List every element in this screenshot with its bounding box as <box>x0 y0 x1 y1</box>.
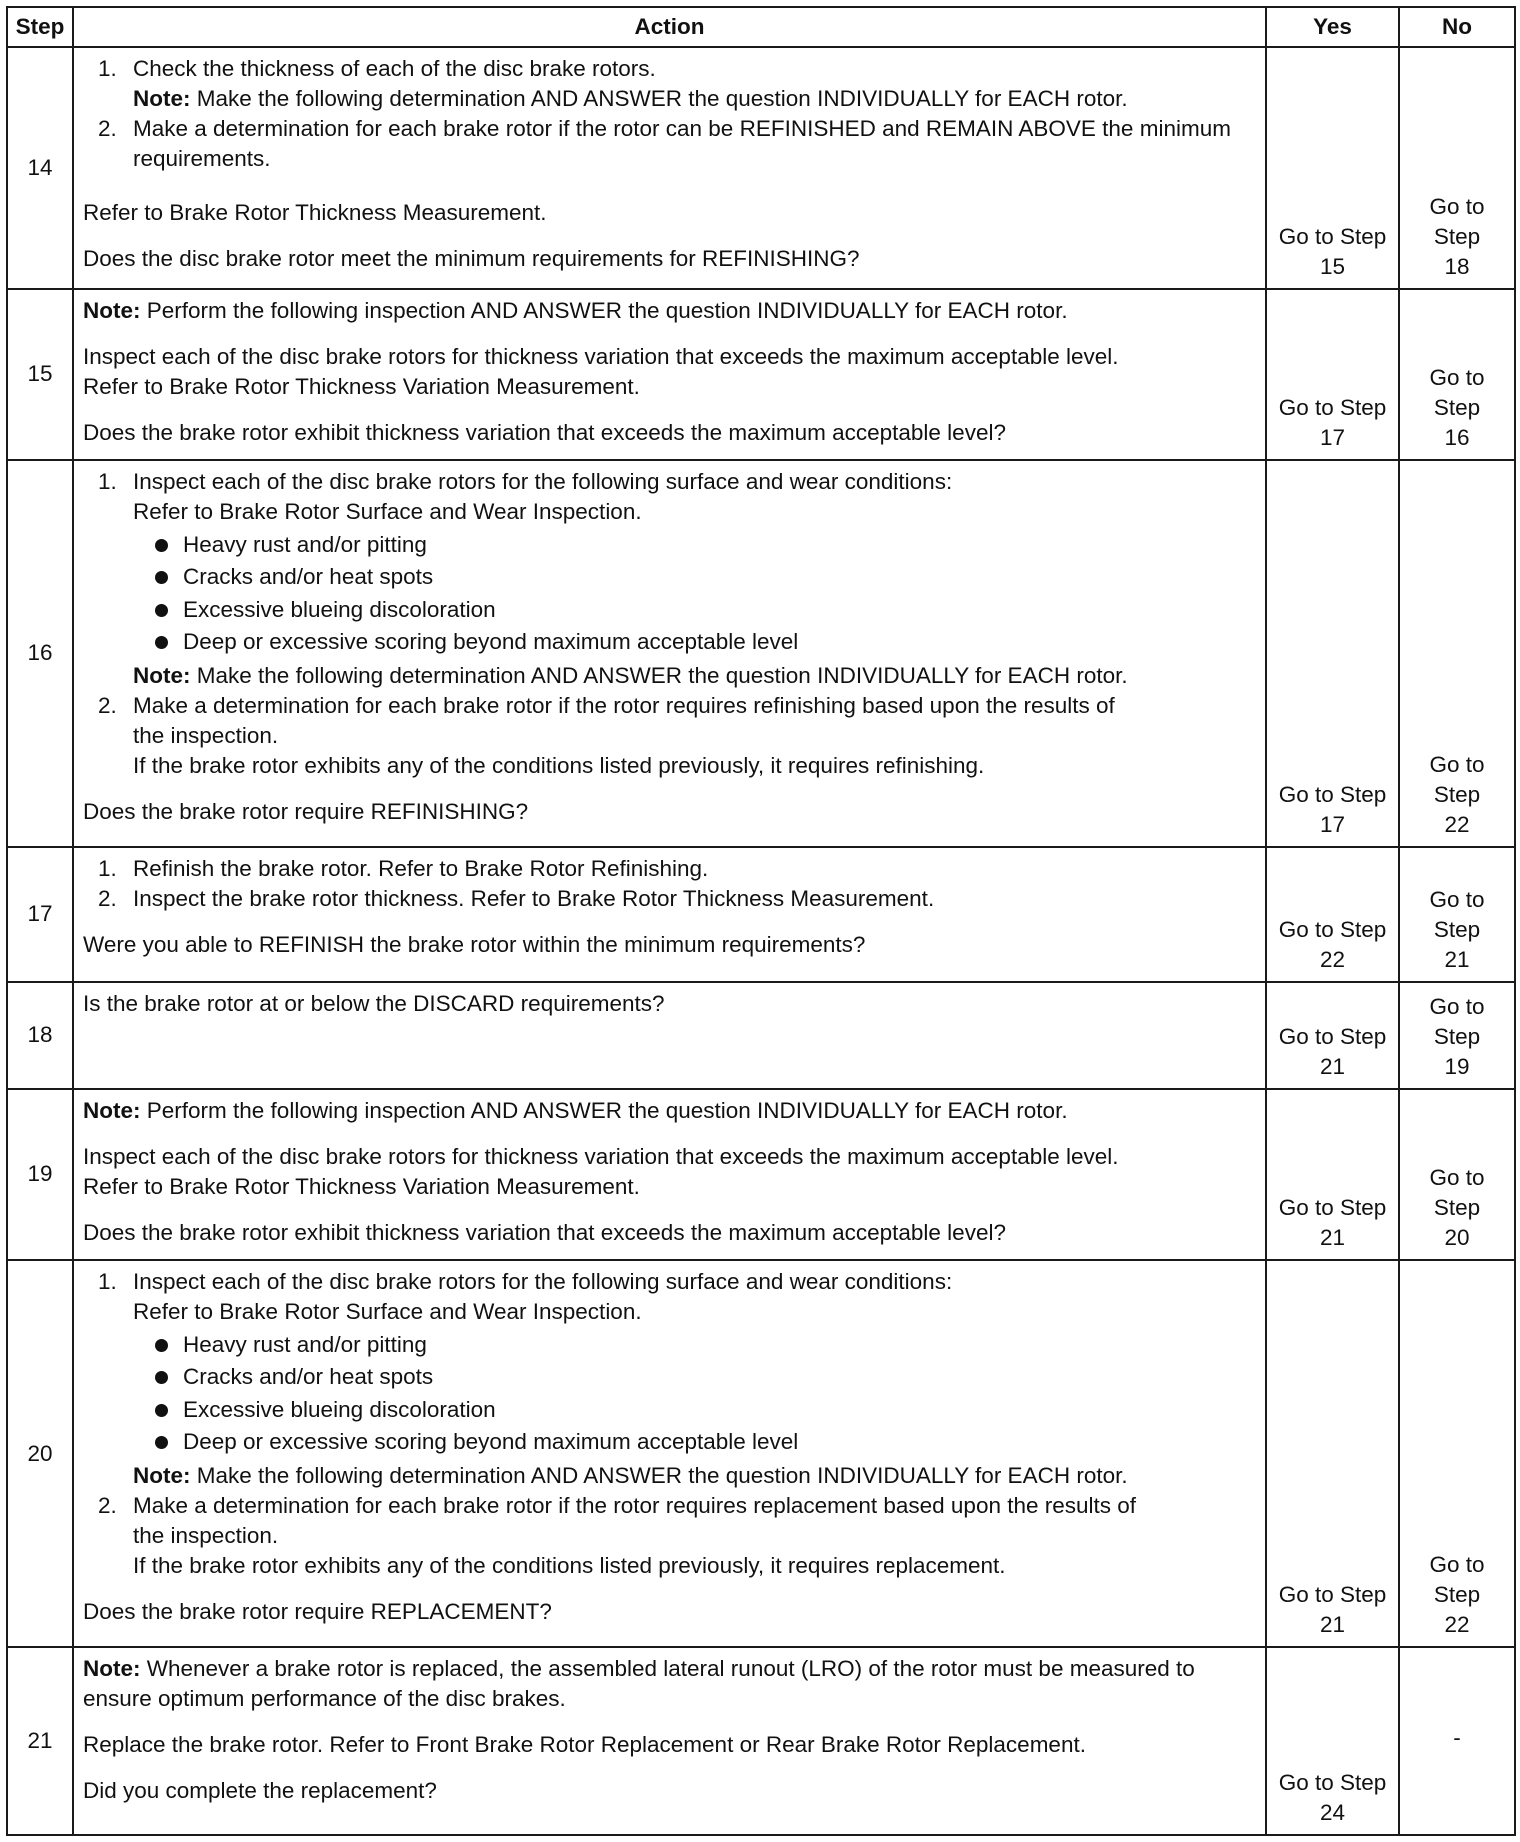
table-row-step-19 <box>7 1089 1515 1260</box>
no-target-step: 21 <box>1444 946 1470 972</box>
no-cell: Go to Step 22 <box>1399 460 1515 848</box>
no-target-step: 19 <box>1444 1053 1470 1079</box>
no-cell: Go to Step 16 <box>1399 289 1515 460</box>
list-item: 1. Inspect each of the disc brake rotors for the following surface and wear conditions: Refer to Brake Rotor Surface and Wear Inspection. Heavy rust and/or pitting Cracks and/or heat spots Excessive blueing discoloration Deep or excessive scoring beyond maximum acceptable level Note: Make the following determination AND ANSWER the question INDIVIDUALLY for EACH rotor. <box>83 1267 1255 1491</box>
yes-target-step: 17 <box>1319 812 1346 838</box>
question-text: Does the brake rotor require REPLACEMENT? <box>83 1598 552 1624</box>
yes-cell: Go to Step 17 <box>1266 460 1399 848</box>
yes-target-step: 24 <box>1319 1800 1346 1825</box>
no-target-step: 22 <box>1444 1612 1470 1638</box>
yes-target-step: 17 <box>1319 424 1346 450</box>
list-item: 2. Make a determination for each brake rotor if the rotor can be REFINISHED and REMAIN ABOVE the minimum requirements. <box>98 116 1231 171</box>
question-text: Does the brake rotor require REFINISHING? <box>83 798 529 824</box>
yes-cell: Go to Step 21 <box>1266 982 1399 1089</box>
yes-target-step: 21 <box>1319 1053 1346 1079</box>
reference-text: Refer to Brake Rotor Thickness Measurement. <box>83 200 547 225</box>
step-number: 21 <box>7 1647 73 1835</box>
no-target-step: 18 <box>1444 253 1470 279</box>
yes-cell: Go to Step 15 <box>1266 47 1399 289</box>
bullet-icon <box>155 636 168 649</box>
no-target-step: - <box>1453 1725 1461 1751</box>
bullet-icon <box>155 539 168 552</box>
yes-target-step: 22 <box>1319 946 1346 972</box>
action-cell <box>73 847 1266 981</box>
bullet-icon <box>155 571 168 584</box>
action-cell <box>73 1260 1266 1648</box>
list-item: Heavy rust and/or pitting <box>155 529 1255 562</box>
yes-cell: Go to Step 24 <box>1266 1647 1399 1835</box>
note-label: Note: <box>133 86 191 111</box>
bullet-icon <box>155 1371 168 1384</box>
no-cell: Go to Step 22 <box>1399 1260 1515 1648</box>
reference-text: Refer to Brake Rotor Surface and Wear Inspection. <box>133 1298 642 1324</box>
question-text: Is the brake rotor at or below the DISCARD requirements? <box>83 990 665 1016</box>
header-no: No <box>1399 7 1515 47</box>
step-number: 17 <box>7 847 73 981</box>
reference-text: Refer to Brake Rotor Surface and Wear Inspection. <box>133 498 642 524</box>
question-text: Were you able to REFINISH the brake rotor within the minimum requirements? <box>83 932 866 958</box>
list-item: Excessive blueing discoloration <box>155 594 1255 627</box>
note-label: Note: <box>83 1097 141 1123</box>
question-text: Does the brake rotor exhibit thickness variation that exceeds the maximum acceptable level? <box>83 419 1006 445</box>
yes-cell: Go to Step 22 <box>1266 847 1399 981</box>
list-item: 2. Make a determination for each brake rotor if the rotor requires refinishing based upon the results of the inspection. If the brake rotor exhibits any of the conditions listed previously, it requires refinishing. <box>98 692 1115 778</box>
action-cell <box>73 460 1266 848</box>
note-label: Note: <box>133 662 191 688</box>
table-row-step-18 <box>7 982 1515 1089</box>
action-cell: Note: Perform the following inspection AND ANSWER the question INDIVIDUALLY for EACH rotor. Inspect each of the disc brake rotors for thickness variation that exceeds the maximum acceptable level. Refer to Brake Rotor Thickness Variation Measurement. Does the brake rotor exhibit thickness variation that exceeds the maximum acceptable level? <box>73 289 1266 460</box>
no-cell: Go to Step 21 <box>1399 847 1515 981</box>
list-item: 1. Check the thickness of each of the disc brake rotors. Note: Make the following determination AND ANSWER the question INDIVIDUALLY for EACH rotor. <box>98 56 1128 111</box>
diagnostic-sheet <box>6 6 1514 1836</box>
bullet-icon <box>155 1404 168 1417</box>
table-row-step-20 <box>7 1260 1515 1648</box>
list-item: Excessive blueing discoloration <box>155 1394 1255 1427</box>
header-yes: Yes <box>1266 7 1399 47</box>
bullet-icon <box>155 604 168 617</box>
no-target-step: 16 <box>1444 424 1470 450</box>
list-item: 1. Inspect each of the disc brake rotors for the following surface and wear conditions: Refer to Brake Rotor Surface and Wear Inspection. Heavy rust and/or pitting Cracks and/or heat spots Excessive blueing discoloration Deep or excessive scoring beyond maximum acceptable level Note: Make the following determination AND ANSWER the question INDIVIDUALLY for EACH rotor. <box>83 467 1255 691</box>
note-label: Note: <box>133 1462 191 1488</box>
yes-target-step: 21 <box>1319 1612 1346 1638</box>
yes-cell: Go to Step 21 <box>1266 1260 1399 1648</box>
bullet-icon <box>155 1339 168 1352</box>
list-item: Cracks and/or heat spots <box>155 561 1255 594</box>
question-text: Did you complete the replacement? <box>83 1778 437 1804</box>
list-item: 1. Refinish the brake rotor. Refer to Brake Rotor Refinishing. <box>98 856 709 882</box>
action-list <box>83 1267 1255 1581</box>
yes-cell: Go to Step 17 <box>1266 289 1399 460</box>
action-list <box>83 54 1255 174</box>
question-text: Does the brake rotor exhibit thickness variation that exceeds the maximum acceptable level? <box>83 1219 1006 1245</box>
action-cell: Note: Perform the following inspection AND ANSWER the question INDIVIDUALLY for EACH rotor. Inspect each of the disc brake rotors for thickness variation that exceeds the maximum acceptable level. Refer to Brake Rotor Thickness Variation Measurement. Does the brake rotor exhibit thickness variation that exceeds the maximum acceptable level? <box>73 1089 1266 1260</box>
step-number: 14 <box>7 47 73 289</box>
list-item: Cracks and/or heat spots <box>155 1361 1255 1394</box>
step-number: 16 <box>7 460 73 848</box>
header-step: Step <box>7 7 73 47</box>
header-action: Action <box>73 7 1266 47</box>
table-header-row <box>7 7 1515 47</box>
conditions-list <box>133 1329 1255 1459</box>
diagnostic-table <box>6 6 1516 1836</box>
question-text: Does the disc brake rotor meet the minimum requirements for REFINISHING? <box>83 246 860 271</box>
no-cell: Go to Step 18 <box>1399 47 1515 289</box>
instruction-text: Replace the brake rotor. Refer to Front Brake Rotor Replacement or Rear Brake Rotor Replacement. <box>83 1732 1086 1758</box>
reference-text: Refer to Brake Rotor Thickness Variation Measurement. <box>83 373 640 399</box>
no-target-step: 20 <box>1444 1224 1470 1250</box>
bullet-icon <box>155 1436 168 1449</box>
table-row-step-17 <box>7 847 1515 981</box>
action-cell <box>73 47 1266 289</box>
step-number: 20 <box>7 1260 73 1648</box>
note-label: Note: <box>83 297 141 323</box>
list-item: Deep or excessive scoring beyond maximum acceptable level <box>155 1426 1255 1459</box>
list-item: Deep or excessive scoring beyond maximum acceptable level <box>155 626 1255 659</box>
note-label: Note: <box>83 1656 141 1682</box>
table-row-step-14 <box>7 47 1515 289</box>
step-number: 18 <box>7 982 73 1089</box>
action-cell <box>73 982 1266 1089</box>
no-cell: Go to Step 19 <box>1399 982 1515 1089</box>
table-row-step-21 <box>7 1647 1515 1835</box>
table-row-step-16 <box>7 460 1515 848</box>
list-item: 2. Inspect the brake rotor thickness. Refer to Brake Rotor Thickness Measurement. <box>98 886 935 912</box>
conditions-list <box>133 529 1255 659</box>
yes-target-step: 21 <box>1319 1224 1346 1250</box>
step-number: 19 <box>7 1089 73 1260</box>
table-row-step-15 <box>7 289 1515 460</box>
no-target-step: 22 <box>1444 812 1470 838</box>
reference-text: Refer to Brake Rotor Thickness Variation Measurement. <box>83 1173 640 1199</box>
step-number: 15 <box>7 289 73 460</box>
action-cell: Note: Whenever a brake rotor is replaced, the assembled lateral runout (LRO) of the rotor must be measured to ensure optimum performance of the disc brakes. Replace the brake rotor. Refer to Front Brake Rotor Replacement or Rear Brake Rotor Replacement. Did you complete the replacement? <box>73 1647 1266 1835</box>
no-cell <box>1399 1647 1515 1835</box>
yes-cell: Go to Step 21 <box>1266 1089 1399 1260</box>
action-list <box>83 854 1255 914</box>
list-item: Heavy rust and/or pitting <box>155 1329 1255 1362</box>
no-cell: Go to Step 20 <box>1399 1089 1515 1260</box>
action-list <box>83 467 1255 781</box>
yes-target-step: 15 <box>1319 253 1346 279</box>
list-item: 2. Make a determination for each brake rotor if the rotor requires replacement based upon the results of the inspection. If the brake rotor exhibits any of the conditions listed previously, it requires replacement. <box>98 1492 1137 1578</box>
